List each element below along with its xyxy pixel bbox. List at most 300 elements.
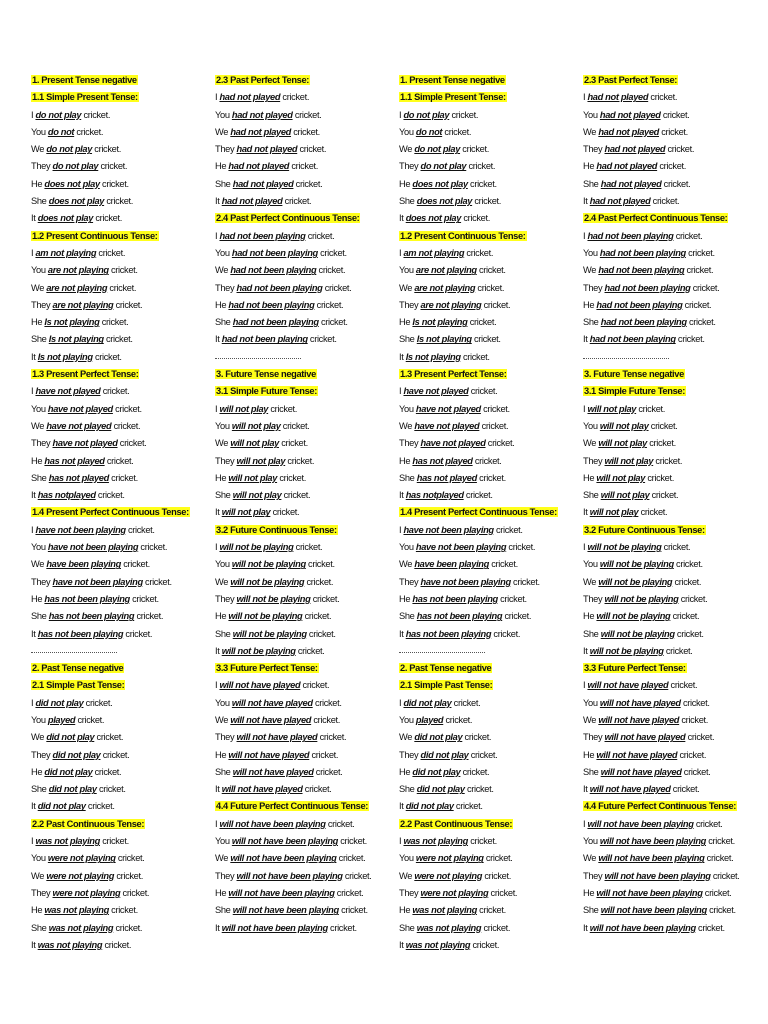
sentence-object: cricket. [484, 870, 511, 881]
heading-text: 1.2 Present Continuous Tense: [32, 230, 158, 241]
sentence-verb: will not have played [600, 766, 682, 777]
sentence-verb: had not been playing [232, 317, 319, 328]
heading-text: 2.2 Past Continuous Tense: [32, 818, 145, 829]
example-sentence [399, 210, 577, 227]
sentence-verb: had not been playing [219, 230, 306, 241]
heading-text: 3.1 Simple Future Tense: [584, 386, 685, 397]
sentence-object: cricket. [444, 126, 472, 137]
sentence-verb: were not playing [420, 887, 489, 898]
sentence-subject: I [215, 542, 218, 553]
example-sentence [31, 314, 209, 331]
sentence-object: cricket. [688, 317, 716, 328]
sentence-object: cricket. [110, 265, 138, 276]
sentence-subject: He [215, 611, 227, 622]
example-sentence [583, 401, 761, 418]
sentence-subject: He [399, 766, 411, 777]
sentence-subject: He [31, 178, 43, 189]
sentence-object: cricket. [686, 265, 714, 276]
sentence-verb: have not been playing [52, 576, 143, 587]
sentence-verb: will not play [587, 403, 637, 414]
sentence-subject: I [399, 836, 402, 847]
sentence-verb: are not playing [420, 299, 482, 310]
sentence-object: cricket. [665, 645, 693, 656]
example-sentence [215, 453, 393, 470]
example-sentence [399, 539, 577, 556]
sentence-subject: I [31, 386, 34, 397]
sentence-object: cricket. [287, 455, 315, 466]
example-sentence [215, 850, 393, 867]
sentence-subject: She [583, 178, 599, 189]
sentence-verb: will not have been playing [230, 853, 337, 864]
example-sentence [399, 401, 577, 418]
heading-text: 1.4 Present Perfect Continuous Tense: [32, 507, 189, 518]
example-sentence [31, 539, 209, 556]
sentence-verb: has not been playing [44, 593, 130, 604]
sentence-subject: They [399, 161, 419, 172]
sentence-verb: had not been playing [600, 317, 687, 328]
sentence-verb: had not been playing [221, 334, 308, 345]
sentence-object: cricket. [270, 403, 298, 414]
sentence-object: cricket. [682, 697, 710, 708]
sentence-subject: You [583, 109, 598, 120]
sentence-subject: They [31, 161, 51, 172]
dotted-divider [31, 643, 209, 660]
example-sentence [215, 176, 393, 193]
sentence-verb: will not have played [231, 697, 313, 708]
sentence-subject: We [215, 714, 229, 725]
example-sentence [583, 591, 761, 608]
section-heading [399, 677, 577, 694]
sentence-object: cricket. [145, 576, 172, 587]
sentence-subject: I [31, 247, 34, 258]
text-column [583, 72, 761, 937]
example-sentence [399, 798, 577, 815]
sentence-verb: has not played [48, 472, 109, 483]
sentence-object: cricket. [663, 542, 691, 553]
example-sentence [215, 626, 393, 643]
sentence-verb: will not have played [236, 732, 318, 743]
sentence-verb: will not play [228, 472, 278, 483]
sentence-verb: had not played [596, 161, 658, 172]
example-sentence [215, 885, 393, 902]
example-sentence [215, 435, 393, 452]
sentence-subject: I [583, 818, 586, 829]
heading-text: 2.3 Past Perfect Tense: [216, 75, 310, 85]
example-sentence [583, 228, 761, 245]
example-sentence [399, 885, 577, 902]
sentence-subject: He [399, 178, 411, 189]
sentence-object: cricket. [513, 576, 540, 587]
example-sentence [215, 418, 393, 435]
sentence-subject: It [583, 784, 588, 795]
example-sentence [31, 280, 209, 297]
sentence-verb: will not play [596, 472, 646, 483]
example-sentence [399, 262, 577, 279]
example-sentence [583, 193, 761, 210]
example-sentence [31, 401, 209, 418]
sentence-verb: are not playing [47, 265, 109, 276]
section-heading [31, 89, 209, 106]
example-sentence [583, 262, 761, 279]
sentence-verb: will not have played [596, 749, 678, 760]
heading-text: 1.3 Present Perfect Tense: [400, 369, 507, 380]
sentence-verb: will not have played [228, 749, 310, 760]
sentence-verb: have not played [415, 403, 481, 414]
sentence-object: cricket. [318, 265, 346, 276]
example-sentence [583, 435, 761, 452]
sentence-subject: He [583, 161, 595, 172]
sentence-object: cricket. [663, 178, 691, 189]
dotted-divider [215, 349, 393, 366]
example-sentence [399, 280, 577, 297]
sentence-verb: was not playing [44, 905, 109, 916]
sentence-object: cricket. [683, 766, 711, 777]
sentence-subject: We [31, 144, 45, 155]
example-sentence [215, 539, 393, 556]
sentence-verb: are not playing [52, 299, 114, 310]
sentence-object: cricket. [282, 92, 310, 103]
example-sentence [399, 470, 577, 487]
sentence-subject: I [399, 247, 402, 258]
sentence-subject: He [399, 593, 411, 604]
sentence-verb: were not playing [52, 887, 121, 898]
sentence-verb: did not play [37, 801, 86, 812]
sentence-subject: They [31, 299, 51, 310]
sentence-subject: It [583, 507, 588, 518]
example-sentence [31, 210, 209, 227]
sentence-object: cricket. [504, 611, 532, 622]
heading-text: 1.1 Simple Present Tense: [400, 92, 506, 103]
sentence-object: cricket. [94, 351, 122, 362]
sentence-verb: have not played [414, 420, 480, 431]
sentence-verb: will not have played [598, 714, 680, 725]
sentence-subject: She [399, 922, 415, 933]
sentence-subject: He [215, 749, 227, 760]
example-sentence [31, 729, 209, 746]
example-sentence [583, 695, 761, 712]
sentence-verb: did not play [416, 784, 465, 795]
example-sentence [31, 470, 209, 487]
sentence-subject: They [399, 299, 419, 310]
example-sentence [215, 833, 393, 850]
sentence-object: cricket. [500, 593, 527, 604]
sentence-verb: will not have been playing [221, 922, 328, 933]
example-sentence [399, 747, 577, 764]
sentence-verb: had not played [604, 144, 666, 155]
section-heading [215, 660, 393, 677]
sentence-object: cricket. [659, 161, 687, 172]
sentence-verb: will not have been playing [232, 905, 339, 916]
sentence-subject: We [399, 144, 413, 155]
sentence-subject: She [583, 766, 599, 777]
sentence-subject: He [399, 455, 411, 466]
sentence-verb: will not have been playing [604, 870, 711, 881]
sentence-object: cricket. [293, 126, 320, 137]
example-sentence [583, 470, 761, 487]
example-sentence [31, 124, 209, 141]
sentence-verb: had not been playing [230, 265, 317, 276]
sentence-object: cricket. [677, 334, 705, 345]
sentence-object: cricket. [94, 144, 121, 155]
sentence-subject: We [215, 853, 229, 864]
sentence-subject: He [583, 887, 595, 898]
sentence-verb: was not playing [35, 836, 100, 847]
sentence-verb: will not have been playing [587, 818, 694, 829]
example-sentence [399, 297, 577, 314]
example-sentence [215, 902, 393, 919]
sentence-object: cricket. [340, 836, 367, 847]
section-heading [583, 210, 761, 227]
example-sentence [215, 470, 393, 487]
heading-text: 1.3 Present Perfect Tense: [32, 369, 139, 380]
example-sentence [215, 729, 393, 746]
sentence-verb: had not been playing [598, 265, 685, 276]
sentence-object: cricket. [508, 542, 536, 553]
example-sentence [215, 574, 393, 591]
example-sentence [31, 920, 209, 937]
sentence-subject: You [215, 109, 230, 120]
sentence-subject: I [215, 403, 218, 414]
sentence-verb: played [47, 714, 76, 725]
sentence-object: cricket. [327, 818, 355, 829]
example-sentence [583, 141, 761, 158]
example-sentence [399, 522, 577, 539]
sentence-subject: You [399, 542, 414, 553]
example-sentence [583, 107, 761, 124]
sentence-subject: It [31, 213, 36, 224]
sentence-subject: We [583, 853, 597, 864]
sentence-subject: I [399, 109, 402, 120]
sentence-subject: They [583, 282, 603, 293]
heading-text: 3.1 Simple Future Tense: [216, 386, 317, 397]
example-sentence [31, 747, 209, 764]
sentence-verb: does not play [44, 178, 100, 189]
example-sentence [31, 383, 209, 400]
sentence-subject: You [31, 403, 46, 414]
sentence-verb: has not been playing [37, 628, 124, 639]
sentence-object: cricket. [336, 887, 364, 898]
heading-text: 3. Future Tense negative [584, 369, 684, 380]
sentence-subject: I [31, 836, 34, 847]
heading-text: 3.3 Future Perfect Tense: [584, 663, 686, 674]
example-sentence [399, 902, 577, 919]
sentence-object: cricket. [688, 247, 715, 258]
sentence-subject: She [31, 334, 47, 345]
sentence-object: cricket. [330, 922, 357, 933]
sentence-object: cricket. [83, 109, 111, 120]
example-sentence [215, 920, 393, 937]
example-sentence [399, 349, 577, 366]
heading-text: 3.2 Future Continuous Tense: [216, 524, 337, 535]
sentence-object: cricket. [692, 282, 720, 293]
example-sentence [583, 504, 761, 521]
example-sentence [31, 574, 209, 591]
sentence-subject: He [31, 905, 43, 916]
sentence-object: cricket. [316, 299, 344, 310]
sentence-object: cricket. [481, 420, 509, 431]
sentence-verb: had not been playing [228, 299, 315, 310]
sentence-subject: You [399, 403, 414, 414]
sentence-subject: He [31, 593, 43, 604]
sentence-subject: She [399, 611, 415, 622]
example-sentence [215, 591, 393, 608]
sentence-verb: did not play [52, 749, 101, 760]
sentence-object: cricket. [676, 628, 704, 639]
sentence-subject: He [215, 161, 227, 172]
sentence-object: cricket. [468, 161, 496, 172]
sentence-subject: We [215, 438, 229, 449]
sentence-object: cricket. [676, 559, 703, 570]
sentence-object: cricket. [706, 853, 734, 864]
heading-text: 1. Present Tense negative [32, 75, 137, 85]
sentence-subject: It [399, 351, 404, 362]
example-sentence [31, 262, 209, 279]
sentence-verb: had not played [599, 109, 661, 120]
example-sentence [31, 193, 209, 210]
section-heading [399, 504, 577, 521]
sentence-object: cricket. [451, 109, 479, 120]
example-sentence [399, 920, 577, 937]
example-sentence [31, 522, 209, 539]
sentence-verb: will not have been playing [599, 836, 706, 847]
example-sentence [31, 608, 209, 625]
sentence-object: cricket. [125, 628, 153, 639]
sentence-object: cricket. [94, 766, 122, 777]
sentence-verb: was not playing [405, 939, 471, 950]
sentence-subject: They [31, 887, 51, 898]
example-sentence [583, 418, 761, 435]
text-column [215, 72, 393, 937]
sentence-subject: He [583, 749, 595, 760]
sentence-verb: do not [415, 126, 443, 137]
example-sentence [31, 695, 209, 712]
example-sentence [583, 297, 761, 314]
heading-text: 3.3 Future Perfect Tense: [216, 663, 318, 674]
sentence-verb: have not played [52, 438, 118, 449]
sentence-verb: will not play [589, 507, 639, 518]
sentence-subject: You [215, 836, 230, 847]
sentence-verb: was not playing [416, 922, 482, 933]
sentence-verb: will not be playing [598, 576, 673, 587]
sentence-verb: will not have played [221, 784, 303, 795]
example-sentence [215, 608, 393, 625]
sentence-subject: We [215, 576, 229, 587]
sentence-subject: It [31, 351, 36, 362]
sentence-object: cricket. [102, 386, 130, 397]
sentence-verb: will not have been playing [596, 887, 703, 898]
sentence-object: cricket. [106, 196, 133, 207]
sentence-object: cricket. [117, 853, 145, 864]
example-sentence [215, 107, 393, 124]
sentence-subject: They [399, 749, 419, 760]
sentence-verb: Is not playing [416, 334, 472, 345]
heading-text: 2.4 Past Perfect Continuous Tense: [216, 213, 360, 224]
sentence-subject: It [399, 213, 404, 224]
sentence-object: cricket. [294, 109, 322, 120]
example-sentence [583, 453, 761, 470]
sentence-object: cricket. [470, 386, 498, 397]
sentence-object: cricket. [104, 939, 132, 950]
sentence-verb: will not play [221, 507, 271, 518]
sentence-verb: will not be playing [587, 542, 662, 553]
sentence-subject: I [31, 524, 34, 535]
sentence-verb: do not play [403, 109, 450, 120]
section-heading [399, 72, 577, 89]
sentence-verb: will not have been playing [589, 922, 696, 933]
sentence-object: cricket. [491, 559, 518, 570]
sentence-verb: will not have been playing [228, 887, 335, 898]
sentence-verb: has notplayed [405, 490, 464, 501]
example-sentence [583, 626, 761, 643]
sentence-object: cricket. [136, 611, 164, 622]
sentence-object: cricket. [312, 593, 340, 604]
sentence-object: cricket. [672, 784, 700, 795]
heading-text: 3.2 Future Continuous Tense: [584, 524, 705, 535]
sentence-subject: You [31, 265, 46, 276]
sentence-subject: It [215, 645, 220, 656]
heading-text: 2.3 Past Perfect Tense: [584, 75, 678, 85]
sentence-object: cricket. [116, 870, 143, 881]
sentence-subject: He [399, 905, 411, 916]
sentence-object: cricket. [712, 870, 740, 881]
sentence-verb: have not been playing [47, 542, 139, 553]
sentence-object: cricket. [652, 196, 680, 207]
sentence-verb: will not have been playing [598, 853, 705, 864]
sentence-object: cricket. [306, 576, 334, 587]
sentence-object: cricket. [85, 697, 113, 708]
sentence-verb: are not playing [415, 265, 477, 276]
sentence-object: cricket. [122, 887, 150, 898]
sentence-object: cricket. [479, 905, 506, 916]
example-sentence [31, 418, 209, 435]
sentence-subject: They [215, 144, 235, 155]
example-sentence [583, 868, 761, 885]
example-sentence [215, 504, 393, 521]
sentence-verb: played [415, 714, 444, 725]
section-heading [215, 798, 393, 815]
example-sentence [31, 868, 209, 885]
example-sentence [31, 556, 209, 573]
sentence-object: cricket. [708, 836, 735, 847]
sentence-object: cricket. [477, 282, 505, 293]
sentence-object: cricket. [483, 403, 510, 414]
sentence-object: cricket. [680, 593, 708, 604]
sentence-verb: will not have been playing [600, 905, 707, 916]
sentence-object: cricket. [132, 593, 159, 604]
example-sentence [399, 245, 577, 262]
sentence-object: cricket. [272, 507, 300, 518]
sentence-verb: will not have played [230, 714, 312, 725]
example-sentence [31, 885, 209, 902]
example-sentence [399, 937, 577, 954]
section-heading [583, 366, 761, 383]
sentence-verb: do not play [420, 161, 467, 172]
sentence-object: cricket. [470, 836, 497, 847]
example-sentence [583, 747, 761, 764]
sentence-subject: You [215, 559, 230, 570]
example-sentence [399, 591, 577, 608]
sentence-verb: had not been playing [596, 299, 683, 310]
sentence-object: cricket. [667, 144, 695, 155]
sentence-object: cricket. [681, 714, 709, 725]
sentence-verb: have not played [35, 386, 101, 397]
sentence-object: cricket. [455, 801, 483, 812]
example-sentence [215, 643, 393, 660]
sentence-verb: will not play [231, 420, 281, 431]
sentence-verb: will not be playing [596, 611, 671, 622]
example-sentence [399, 695, 577, 712]
example-sentence [215, 401, 393, 418]
